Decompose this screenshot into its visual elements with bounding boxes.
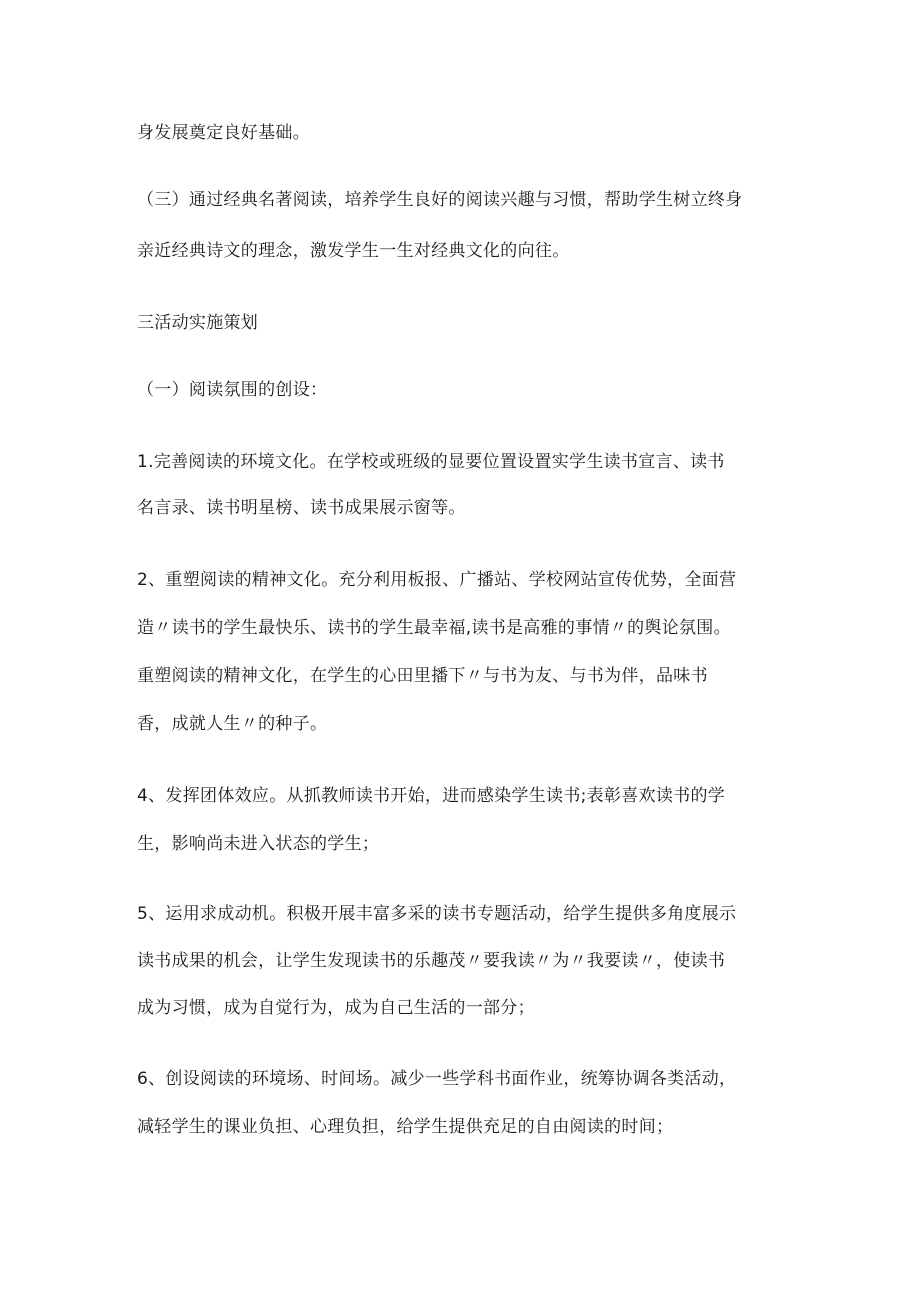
paragraph-line: 身发展奠定良好基础。 [137, 123, 310, 143]
section-heading: 三活动实施策划 [137, 313, 259, 333]
paragraph-line: 成为习惯，成为自觉行为，成为自己生活的一部分； [137, 998, 535, 1018]
paragraph-line: 6、创设阅读的环境场、时间场。减少一些学科书面作业，统筹协调各类活动， [137, 1069, 737, 1089]
paragraph-line: 生，影响尚未进入状态的学生； [137, 834, 380, 854]
paragraph-line: 名言录、读书明星榜、读书成果展示窗等。 [137, 498, 466, 518]
paragraph-line: 读书成果的机会，让学生发现读书的乐趣茂〃要我读〃为〃我要读〃，使读书 [137, 951, 726, 971]
paragraph-line: 5、运用求成动机。积极开展丰富多采的读书专题活动，给学生提供多角度展示 [137, 904, 737, 924]
paragraph-line: 2、重塑阅读的精神文化。充分利用板报、广播站、学校网站宣传优势，全面营 [137, 570, 737, 590]
paragraph-line: 减轻学生的课业负担、心理负担，给学生提供充足的自由阅读的时间； [137, 1117, 674, 1137]
subsection-heading: （一）阅读氛围的创设： [137, 380, 328, 400]
paragraph-line: 香，成就人生〃的种子。 [137, 714, 328, 734]
paragraph-line: 造〃读书的学生最快乐、读书的学生最幸福,读书是高雅的事情〃的舆论氛围。 [137, 618, 731, 638]
paragraph-line: （三）通过经典名著阅读，培养学生良好的阅读兴趣与习惯，帮助学生树立终身 [137, 190, 743, 210]
paragraph-line: 亲近经典诗文的理念，激发学生一生对经典文化的向往。 [137, 241, 570, 261]
paragraph-line: 4、发挥团体效应。从抓教师读书开始，进而感染学生读书;表彰喜欢读书的学 [137, 786, 726, 806]
paragraph-line: 1.完善阅读的环境文化。在学校或班级的显要位置设置实学生读书宣言、读书 [137, 452, 725, 472]
paragraph-line: 重塑阅读的精神文化，在学生的心田里播下〃与书为友、与书为伴，品味书 [137, 666, 708, 686]
